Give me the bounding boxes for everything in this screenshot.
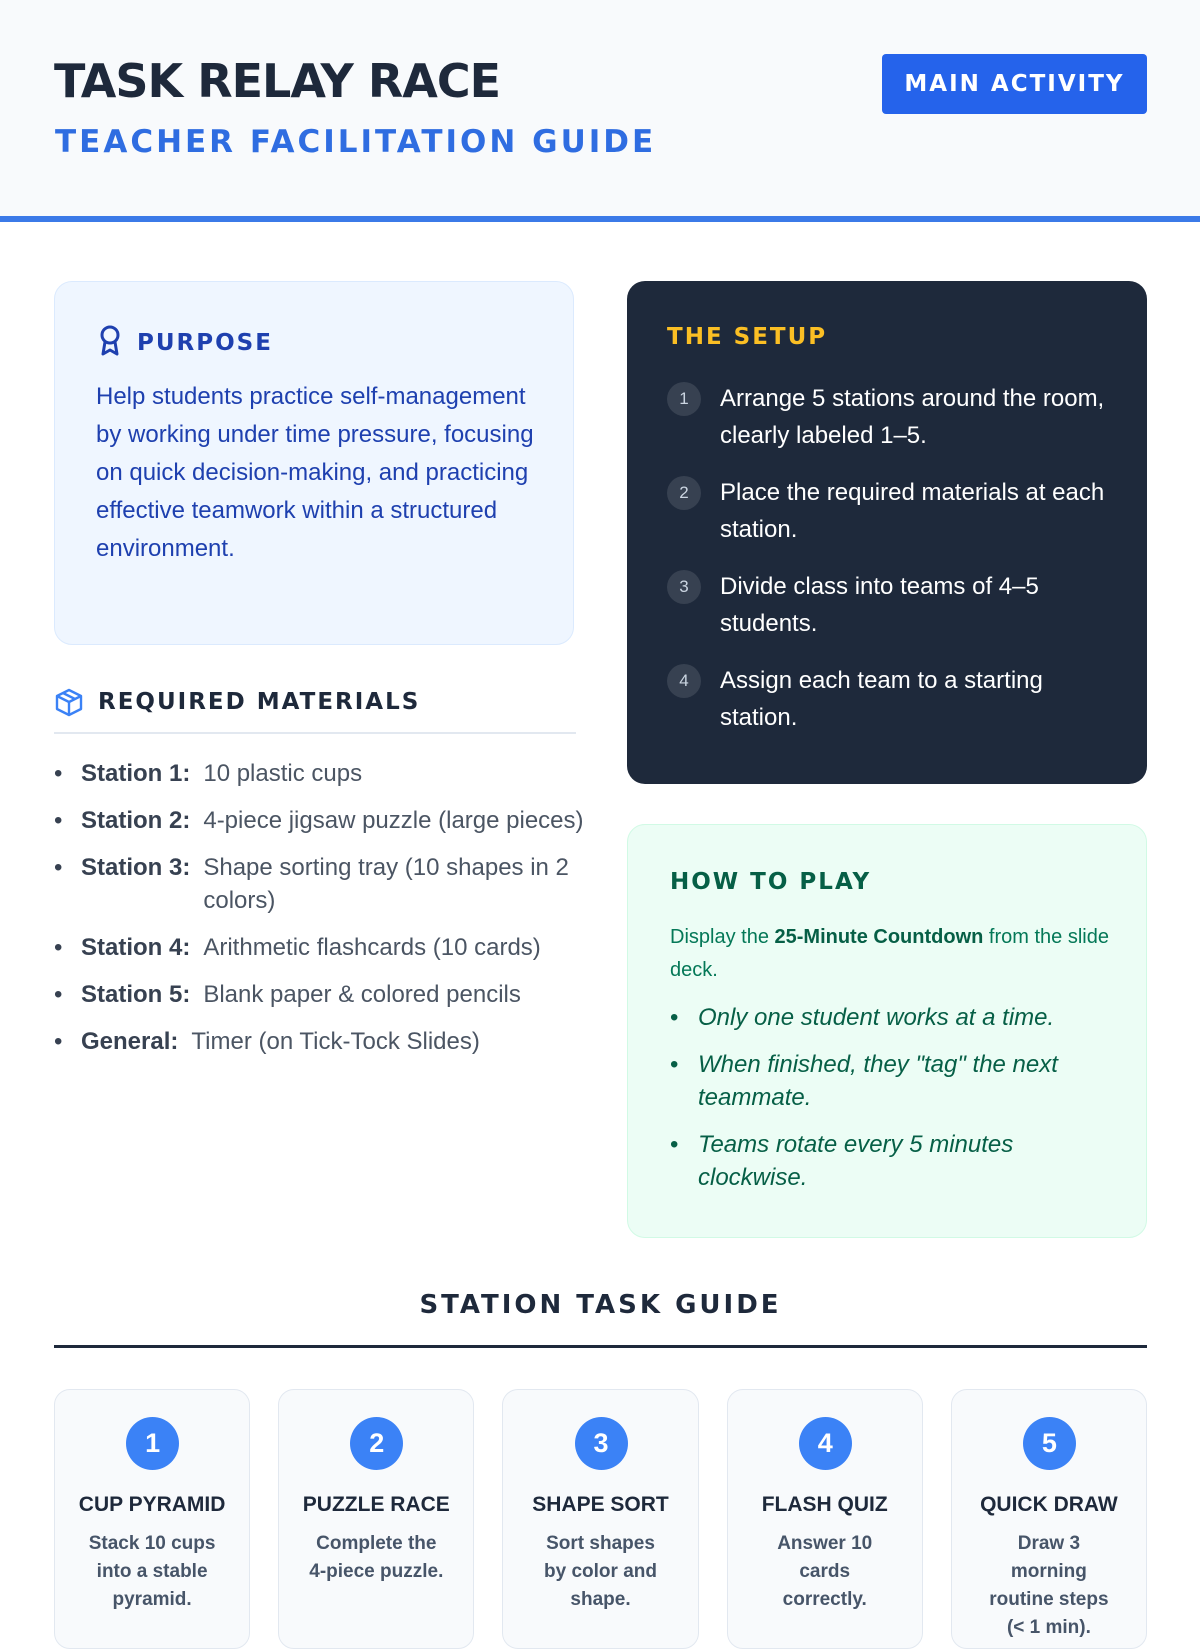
purpose-title: PURPOSE bbox=[137, 329, 273, 356]
how-to-play-intro bbox=[670, 921, 1110, 987]
rule-item bbox=[670, 1128, 1110, 1194]
step-number: 3 bbox=[667, 570, 701, 604]
rule-item bbox=[670, 1048, 1110, 1114]
material-item bbox=[54, 1025, 584, 1058]
station-description: Sort shapes by color and shape. bbox=[544, 1533, 657, 1610]
materials-list bbox=[54, 757, 584, 1072]
bullet: • bbox=[54, 1028, 63, 1055]
material-item bbox=[54, 804, 584, 837]
station-title-block bbox=[962, 1491, 1136, 1642]
intro-suffix: from the slide deck. bbox=[670, 926, 1109, 981]
bullet: • bbox=[670, 1131, 679, 1158]
station-card bbox=[502, 1389, 698, 1649]
bullet: • bbox=[670, 1051, 679, 1078]
material-item bbox=[54, 931, 584, 964]
step-text: Arrange 5 stations around the room, clearly labeled 1–5. bbox=[720, 385, 1105, 449]
intro-bold: 25-Minute Countdown bbox=[774, 926, 984, 948]
page-header bbox=[0, 0, 1200, 222]
setup-steps bbox=[667, 380, 1107, 756]
station-name: FLASH QUIZ bbox=[761, 1493, 888, 1516]
station-number: 5 bbox=[1023, 1417, 1076, 1470]
station-name: SHAPE SORT bbox=[532, 1493, 669, 1516]
how-to-play-rules bbox=[670, 1001, 1110, 1208]
how-to-play-title: HOW TO PLAY bbox=[670, 869, 872, 895]
purpose-text: Help students practice self-management by working under time pressure, focusing on quick decision-making, and practicing effective teamwork within a structured environment. bbox=[96, 383, 534, 562]
material-label: Station 3: bbox=[81, 854, 191, 881]
purpose-card bbox=[54, 281, 574, 645]
setup-title: THE SETUP bbox=[667, 324, 828, 350]
station-name: QUICK DRAW bbox=[980, 1493, 1118, 1516]
box-icon bbox=[54, 686, 98, 722]
station-description: Complete the 4-piece puzzle. bbox=[309, 1533, 444, 1582]
setup-step bbox=[667, 662, 1107, 736]
station-number: 1 bbox=[126, 1417, 179, 1470]
station-number: 2 bbox=[350, 1417, 403, 1470]
materials-header bbox=[54, 686, 576, 734]
bullet: • bbox=[54, 760, 63, 787]
step-text: Place the required materials at each station. bbox=[720, 479, 1105, 543]
bullet: • bbox=[54, 807, 63, 834]
step-text: Divide class into teams of 4–5 students. bbox=[720, 573, 1039, 637]
rule-text: Only one student works at a time. bbox=[698, 1004, 1055, 1031]
station-cards bbox=[54, 1389, 1147, 1649]
station-number: 3 bbox=[575, 1417, 628, 1470]
rule-text: Teams rotate every 5 minutes clockwise. bbox=[698, 1131, 1014, 1191]
bullet: • bbox=[670, 1004, 679, 1031]
station-name: PUZZLE RACE bbox=[302, 1493, 450, 1516]
main-activity-badge: MAIN ACTIVITY bbox=[882, 54, 1147, 114]
step-number: 1 bbox=[667, 382, 701, 416]
purpose-header bbox=[97, 324, 273, 361]
material-label: Station 1: bbox=[81, 760, 191, 787]
material-value: 10 plastic cups bbox=[203, 760, 363, 787]
setup-card bbox=[627, 281, 1147, 784]
station-description: Stack 10 cups into a stable pyramid. bbox=[88, 1533, 216, 1610]
material-value: Shape sorting tray (10 shapes in 2 colors) bbox=[203, 854, 569, 914]
materials-title: REQUIRED MATERIALS bbox=[98, 689, 421, 715]
station-card bbox=[951, 1389, 1147, 1649]
station-title-block bbox=[65, 1491, 239, 1614]
station-title-block bbox=[289, 1491, 463, 1586]
page-subtitle: TEACHER FACILITATION GUIDE bbox=[55, 124, 657, 160]
step-number: 4 bbox=[667, 664, 701, 698]
bullet: • bbox=[54, 854, 63, 881]
step-number: 2 bbox=[667, 476, 701, 510]
material-label: Station 2: bbox=[81, 807, 191, 834]
intro-prefix: Display the bbox=[670, 926, 775, 948]
material-label: General: bbox=[81, 1028, 179, 1055]
award-ribbon-icon bbox=[97, 324, 137, 361]
step-text: Assign each team to a starting station. bbox=[720, 667, 1043, 731]
material-label: Station 4: bbox=[81, 934, 191, 961]
page-title: TASK RELAY RACE bbox=[54, 54, 501, 108]
station-title-block bbox=[513, 1491, 687, 1614]
station-number: 4 bbox=[799, 1417, 852, 1470]
bullet: • bbox=[54, 981, 63, 1008]
how-to-play-card bbox=[627, 824, 1147, 1238]
rule-item bbox=[670, 1001, 1110, 1034]
station-title-block bbox=[738, 1491, 912, 1614]
station-card bbox=[278, 1389, 474, 1649]
material-item bbox=[54, 757, 584, 790]
material-value: Arithmetic flashcards (10 cards) bbox=[203, 934, 541, 961]
material-value: Timer (on Tick-Tock Slides) bbox=[191, 1028, 480, 1055]
rule-text: When finished, they "tag" the next teammate. bbox=[698, 1051, 1058, 1111]
station-guide-title: STATION TASK GUIDE bbox=[419, 1290, 782, 1320]
station-card bbox=[54, 1389, 250, 1649]
station-name: CUP PYRAMID bbox=[78, 1493, 226, 1516]
material-item bbox=[54, 851, 584, 917]
setup-step bbox=[667, 474, 1107, 548]
section-divider bbox=[54, 1345, 1147, 1348]
material-label: Station 5: bbox=[81, 981, 191, 1008]
station-card bbox=[727, 1389, 923, 1649]
station-description: Draw 3 morning routine steps (< 1 min). bbox=[989, 1533, 1109, 1638]
setup-step bbox=[667, 380, 1107, 454]
bullet: • bbox=[54, 934, 63, 961]
material-item bbox=[54, 978, 584, 1011]
material-value: Blank paper & colored pencils bbox=[203, 981, 521, 1008]
station-description: Answer 10 cards correctly. bbox=[777, 1533, 873, 1610]
setup-step bbox=[667, 568, 1107, 642]
material-value: 4-piece jigsaw puzzle (large pieces) bbox=[203, 807, 584, 834]
